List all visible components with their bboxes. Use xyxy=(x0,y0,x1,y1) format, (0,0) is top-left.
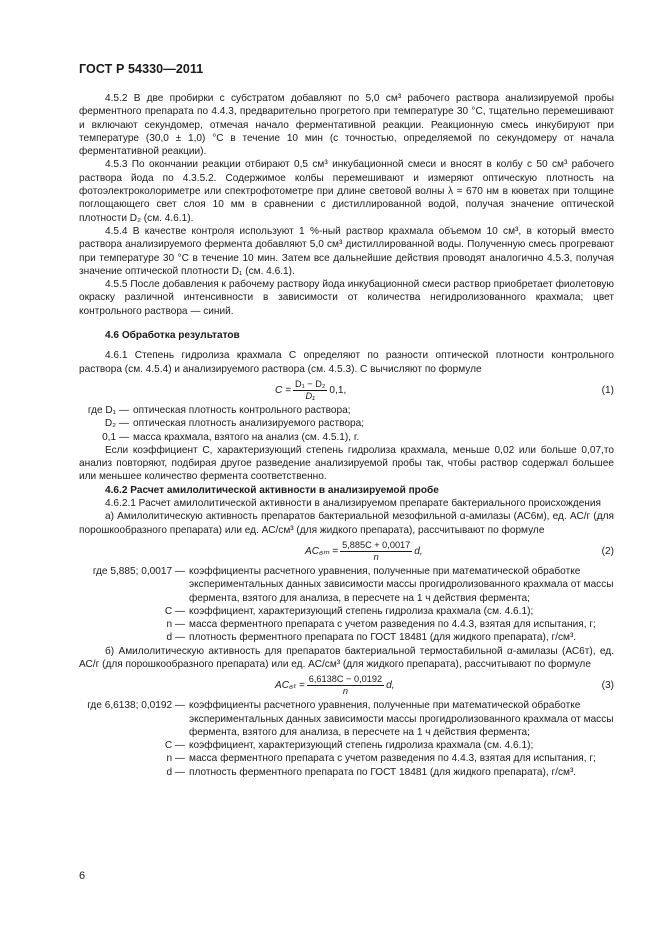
coefficient-note: Если коэффициент C, характеризующий степень гидролиза крахмала, меньше 0,02 или больше 0,07,то анализ повторяют, подбирая другое разведение анализируемой пробы так, чтобы раствор содержал большее или меньшее количество фермента соответственно. xyxy=(79,444,614,483)
definition-row xyxy=(79,739,614,752)
formula-1-tail: 0,1, xyxy=(329,384,347,396)
definition-row xyxy=(79,565,614,605)
definition-label: D₂ — xyxy=(104,418,129,430)
formula-2-tail: d, xyxy=(414,545,423,557)
definition-label: d — xyxy=(166,766,185,778)
paragraph-b: б) Амилолитическую активность для препаратов бактериальной термостабильной α-амилазы (АС6т), ед. АС/г (для порошкообразного препарата) или ед. АС/см³ (для жидкого препарата), рассчитывают по формуле xyxy=(79,645,614,670)
definition-text: коэффициент, характеризующий степень гидролиза крахмала (см. 4.6.1); xyxy=(189,605,534,617)
definition-row xyxy=(79,766,614,779)
definitions-formula-2 xyxy=(79,565,614,645)
section-heading-4-6-2: 4.6.2 Расчет амилолитической активности в анализируемой пробе xyxy=(105,484,439,496)
formula-1-lhs: C = xyxy=(275,384,291,396)
definition-text: плотность ферментного препарата по ГОСТ 18481 (для жидкого препарата), г/см³. xyxy=(189,766,577,778)
definition-label: 0,1 — xyxy=(102,431,129,443)
formula-3-number: (3) xyxy=(601,680,614,692)
paragraph-4-5-4: 4.5.4 В качестве контроля используют 1 %-ный раствор крахмала объемом 10 см³, в который вместо раствора анализируемого фермента добавляют 5,0 см³ дистиллированной воды. Полученную смесь прогревают при температуре 30 °С в течение 10 мин. Затем все дальнейшие действия проводят аналогично 4.5.3, получая значение оптической плотности D₁ (см. 4.6.1). xyxy=(79,225,614,277)
paragraph-4-5-3: 4.5.3 По окончании реакции отбирают 0,5 см³ инкубационной смеси и вносят в колбу с 50 см³ рабочего раствора йода по 4.3.5.2. Содержимое колбы перемешивают и измеряют оптическую плотность на фотоэлектроколориметре или спектрофотометре при длине световой волны λ = 670 нм в кюветах при толщине поглощающего свет слоя 10 мм в сравнении с дистиллированной водой, получая значение оптической плотности D₂ (см. 4.6.1). xyxy=(79,159,614,224)
formula-2-numerator: 5,885C + 0,0017 xyxy=(342,539,411,550)
formula-3-denominator: n xyxy=(342,686,348,697)
paragraph-a: а) Амилолитическую активность препаратов бактериальной мезофильной α-амилазы (АС6м), ед. АС/г (для порошкообразного препарата) или ед. АС/см³ (для жидкого препарата), рассчитывают по формуле xyxy=(79,511,614,536)
definition-row xyxy=(79,752,614,765)
definition-text: коэффициенты расчетного уравнения, полученные при математической обработке экспериментальных данных зависимости массы прогидролизованного крахмала от массы фермента, взятого для анализа, в пересчете на 1 ч действия фермента; xyxy=(189,565,614,604)
definition-label: где 5,885; 0,0017 — xyxy=(92,565,185,577)
formula-1-numerator: D₁ − D₂ xyxy=(295,378,326,389)
formula-3 xyxy=(79,671,614,699)
formula-3-lhs: AC₆ₜ = xyxy=(275,680,305,692)
document-header: ГОСТ Р 54330—2011 xyxy=(79,62,204,76)
formula-3-numerator: 6,6138C − 0,0192 xyxy=(308,674,383,685)
definition-label: d — xyxy=(166,632,185,644)
definition-text: оптическая плотность контрольного раствора; xyxy=(133,404,351,416)
definition-row xyxy=(79,431,614,444)
formula-2 xyxy=(79,537,614,565)
definition-row xyxy=(79,618,614,631)
paragraph-4-5-2: 4.5.2 В две пробирки с субстратом добавляют по 5,0 см³ рабочего раствора анализируемой пробы ферментного препарата по 4.4.3, предварительно прогретого при температуре 30 °С, тщательно перемешивают и включают секундомер, отмечая начало ферментативной реакции. Реакционную смесь инкубируют при температуре (30,0 ± 1,0) °С в течение 10 мин (с точностью, определяемой по секундомеру от начала ферментативной реакции). xyxy=(79,93,614,158)
definition-label: C — xyxy=(164,605,185,617)
paragraph-4-6-2-1: 4.6.2.1 Расчет амилолитической активности в анализируемом препарате бактериального происхождения xyxy=(105,498,601,510)
definition-text: плотность ферментного препарата по ГОСТ 18481 (для жидкого препарата), г/см³. xyxy=(189,632,577,644)
page-number: 6 xyxy=(79,870,86,882)
formula-1 xyxy=(79,376,614,404)
formula-1-number: (1) xyxy=(601,384,614,396)
definition-row xyxy=(79,605,614,618)
definition-row xyxy=(79,417,614,430)
formula-2-number: (2) xyxy=(601,545,614,557)
definition-text: масса крахмала, взятого на анализ (см. 4.5.1), г. xyxy=(133,431,360,443)
definition-row xyxy=(79,631,614,644)
definition-label: где D₁ — xyxy=(87,404,129,416)
paragraph-4-5-5: 4.5.5 После добавления к рабочему раствору йода инкубационной смеси раствор приобретает фиолетовую окраску различной интенсивности в зависимости от количества негидролизованного крахмала; цвет контрольного раствора — синий. xyxy=(79,279,614,317)
formula-3-tail: d, xyxy=(386,680,395,692)
document-body xyxy=(79,92,614,779)
formula-2-denominator: n xyxy=(373,551,379,562)
paragraph-4-6-1: 4.6.1 Степень гидролиза крахмала C определяют по разности оптической плотности контрольного раствора (см. 4.5.4) и анализируемого раствора (см. 4.5.3). C вычисляют по формуле xyxy=(79,350,614,375)
formula-1-denominator: D₁ xyxy=(305,390,315,401)
definition-text: коэффициент, характеризующий степень гидролиза крахмала (см. 4.6.1); xyxy=(189,740,534,752)
definition-text: коэффициенты расчетного уравнения, полученные при математической обработке экспериментальных данных зависимости массы прогидролизованного крахмала от массы фермента, взятого для анализа, в пересчете на 1 ч действия фермента; xyxy=(189,700,614,738)
definition-text: оптическая плотность анализируемого раствора; xyxy=(133,418,365,430)
definition-text: масса ферментного препарата с учетом разведения по 4.4.3, взятая для испытания, г; xyxy=(189,753,596,765)
definitions-formula-1 xyxy=(79,404,614,444)
definition-label: n — xyxy=(166,753,185,765)
definition-label: n — xyxy=(166,619,185,631)
definition-row xyxy=(79,404,614,417)
section-heading-4-6: 4.6 Обработка результатов xyxy=(105,330,240,342)
formula-2-lhs: AC₆ₘ = xyxy=(305,545,339,557)
definition-text: масса ферментного препарата с учетом разведения по 4.4.3, взятая для испытания, г; xyxy=(189,619,596,631)
definition-label: где 6,6138; 0,0192 — xyxy=(87,700,185,712)
definitions-formula-3 xyxy=(79,699,614,779)
definition-row xyxy=(79,699,614,739)
definition-label: C — xyxy=(164,740,185,752)
